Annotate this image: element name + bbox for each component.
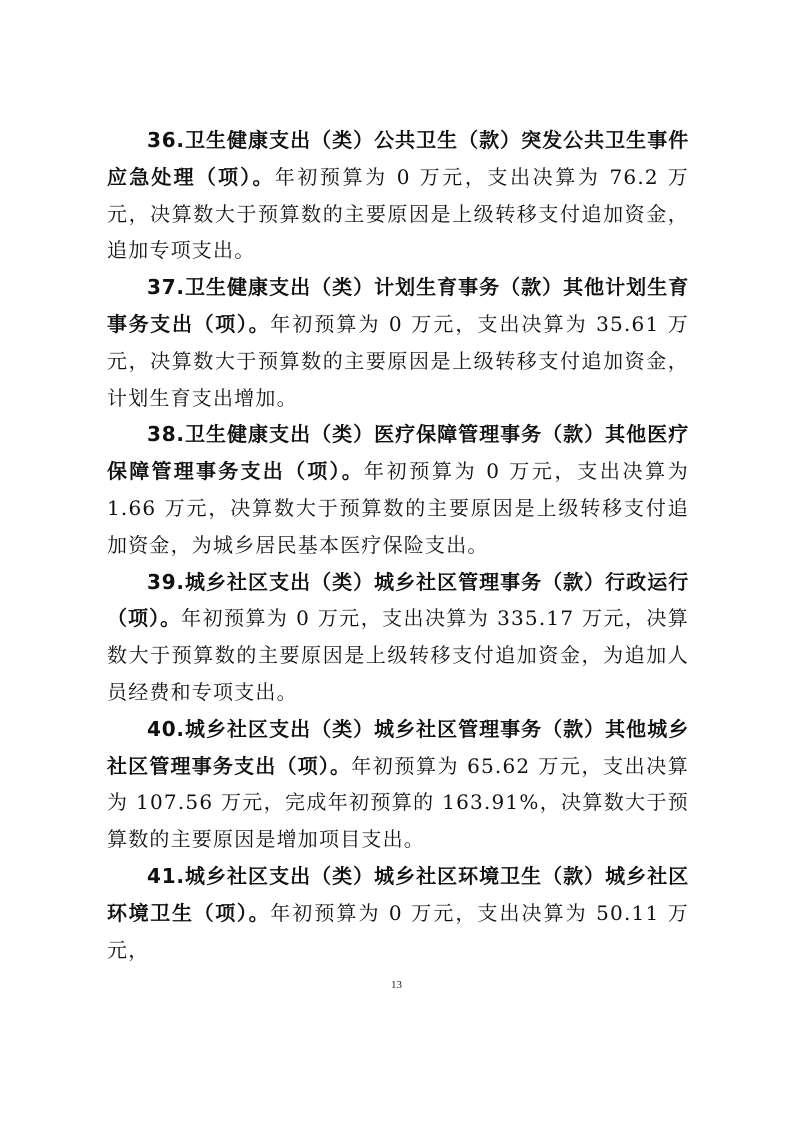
paragraph-text: 年初预算为 65.62 万元，支出决算为 107.56 万元，完成年初预算的 163.91%，决算数大于预算数的主要原因是增加项目支出。	[107, 753, 689, 852]
paragraph-37	[107, 269, 689, 416]
paragraph-38	[107, 416, 689, 563]
paragraph-41	[107, 858, 689, 968]
paragraph-text: 年初预算为 0 万元，支出决算为 35.61 万元，决算数大于预算数的主要原因是上级转移支付追加资金，计划生育支出增加。	[107, 311, 689, 410]
paragraph-36	[107, 122, 689, 269]
paragraph-heading: 41.城乡社区支出（类）城乡社区环境卫生（款）城乡社区环境卫生（项）。	[107, 863, 689, 925]
paragraph-heading: 40.城乡社区支出（类）城乡社区管理事务（款）其他城乡社区管理事务支出（项）。	[107, 716, 689, 778]
paragraph-heading: 39.城乡社区支出（类）城乡社区管理事务（款）行政运行（项）。	[107, 569, 689, 631]
paragraph-39	[107, 564, 689, 711]
page-number: 13	[391, 979, 402, 991]
paragraph-heading: 37.卫生健康支出（类）计划生育事务（款）其他计划生育事务支出（项）。	[107, 275, 689, 336]
paragraph-text: 年初预算为 0 万元，支出决算为 1.66 万元，决算数大于预算数的主要原因是上级转移支付追加资金，为城乡居民基本医疗保险支出。	[107, 459, 689, 557]
paragraph-40	[107, 711, 689, 858]
paragraph-heading: 38.卫生健康支出（类）医疗保障管理事务（款）其他医疗保障管理事务支出（项）。	[107, 422, 689, 484]
paragraph-heading: 36.卫生健康支出（类）公共卫生（款）突发公共卫生事件应急处理（项）。	[107, 128, 689, 189]
paragraph-text: 年初预算为 0 万元，支出决算为 335.17 万元，决算数大于预算数的主要原因是上级转移支付追加资金，为追加人员经费和专项支出。	[107, 606, 689, 704]
paragraph-text: 年初预算为 0 万元，支出决算为 76.2 万元，决算数大于预算数的主要原因是上级转移支付追加资金，追加专项支出。	[107, 164, 689, 263]
paragraph-text: 年初预算为 0 万元，支出决算为 50.11 万元，	[107, 900, 689, 962]
document-body	[107, 122, 689, 968]
